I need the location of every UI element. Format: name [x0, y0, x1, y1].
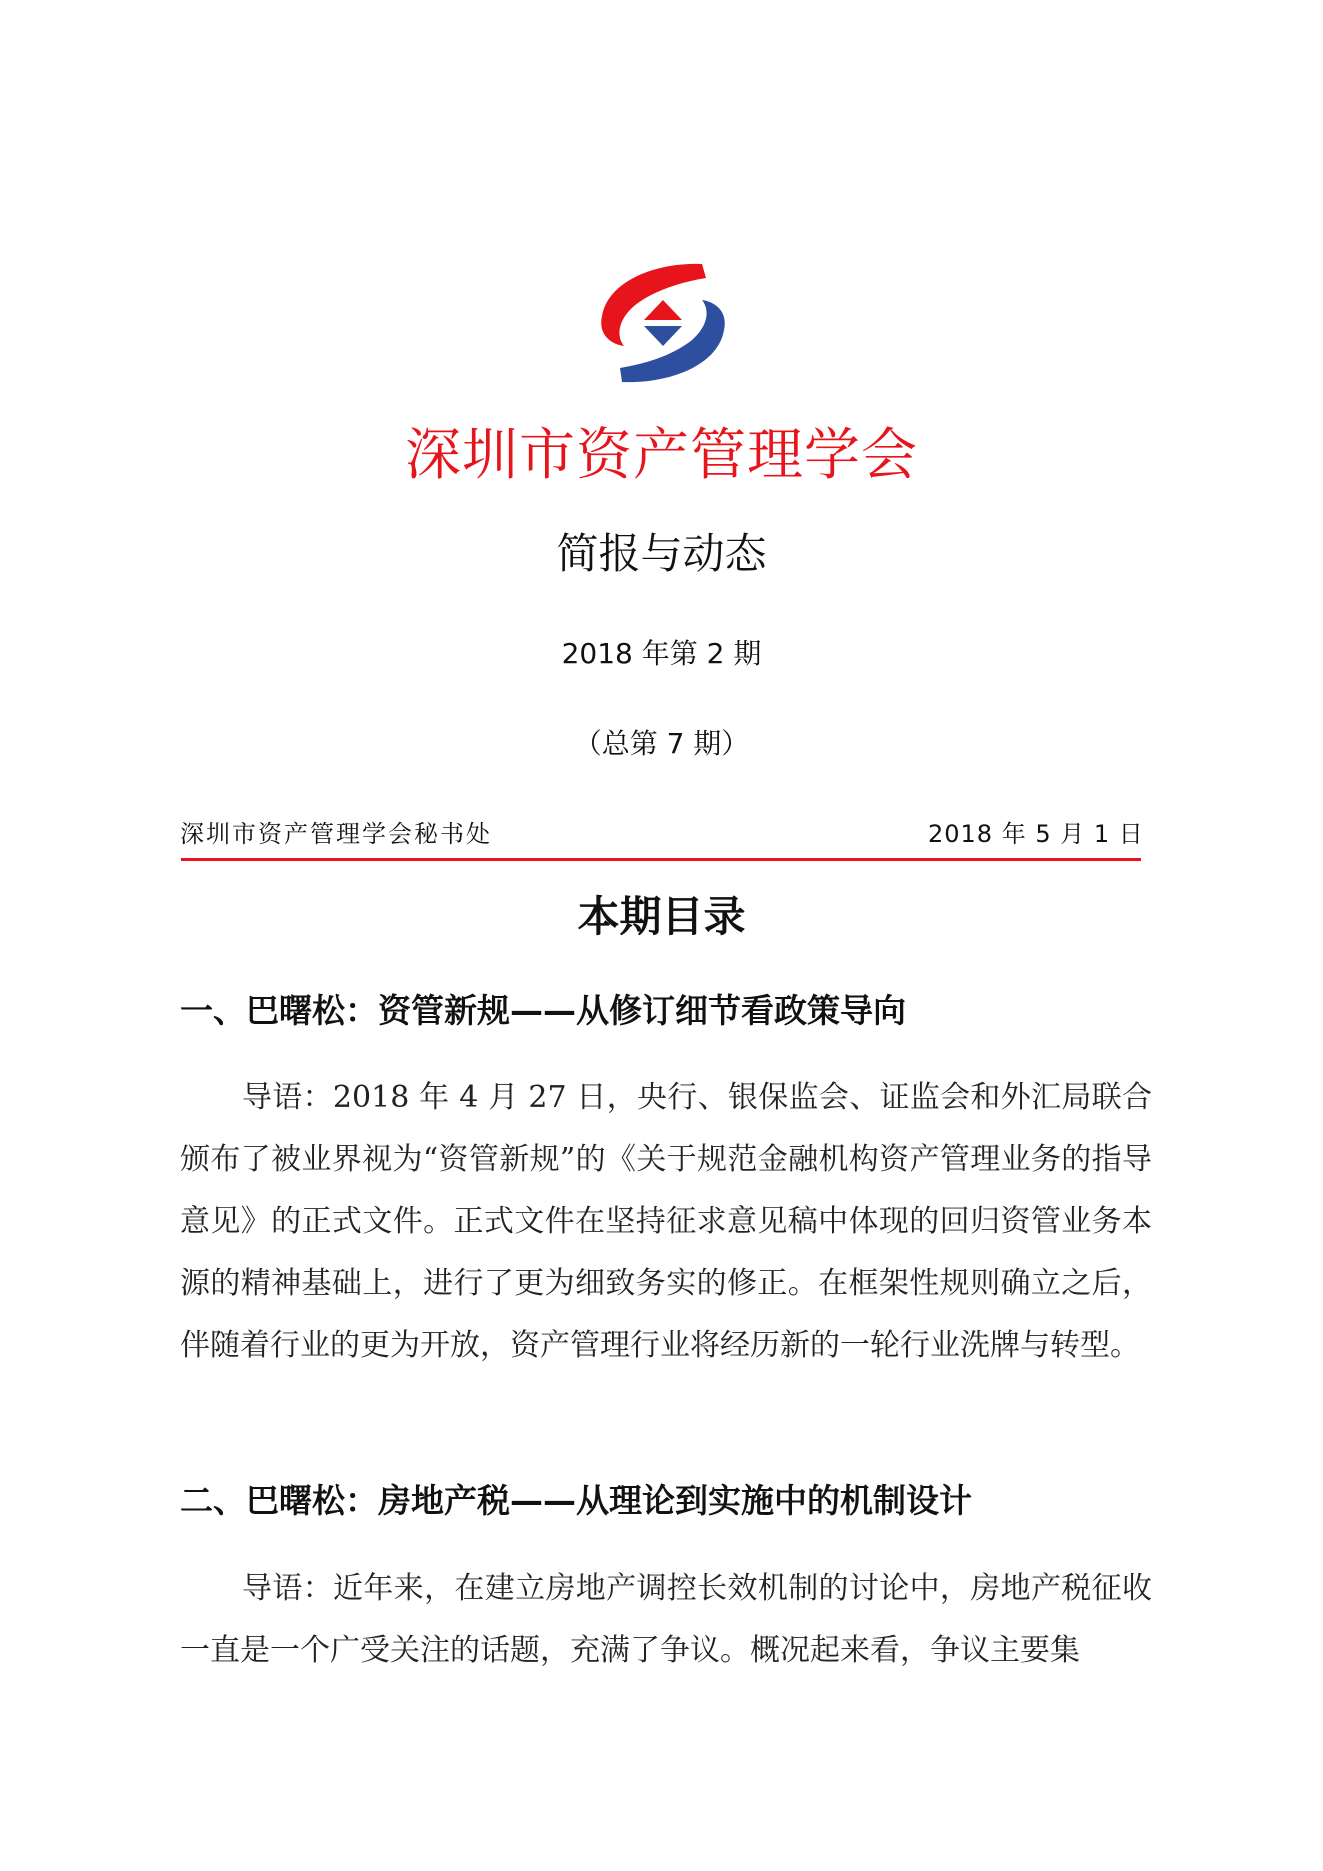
publisher: 深圳市资产管理学会秘书处	[180, 820, 492, 848]
header-divider	[181, 858, 1141, 861]
issue-number: 2018 年第 2 期	[561, 637, 762, 670]
org-name: 深圳市资产管理学会	[405, 423, 918, 488]
toc-item-1-summary: 导语：2018 年 4 月 27 日，央行、银保监会、证监会和外汇局联合颁布了被业界视为“资管新规”的《关于规范金融机构资产管理业务的指导意见》的正式文件。正式文件在坚持征求意见稿中体现的回归资管业务本源的精神基础上，进行了更为细致务实的修正。在框架性规则确立之后，伴随着行业的更为开放，资产管理行业将经历新的一轮行业洗牌与转型。	[180, 1080, 1152, 1363]
association-logo-icon	[598, 262, 728, 384]
publication-title: 简报与动态	[556, 529, 767, 578]
toc-item-2-summary: 导语：近年来，在建立房地产调控长效机制的讨论中，房地产税征收一直是一个广受关注的话题，充满了争议。概况起来看，争议主要集	[180, 1571, 1152, 1668]
toc-item-2-title: 二、巴曙松：房地产税——从理论到实施中的机制设计	[180, 1481, 972, 1520]
issue-total-number: （总第 7 期）	[573, 727, 750, 760]
publication-date: 2018 年 5 月 1 日	[928, 820, 1144, 848]
toc-heading: 本期目录	[577, 892, 746, 941]
toc-item-1-title: 一、巴曙松：资管新规——从修订细节看政策导向	[180, 991, 906, 1030]
